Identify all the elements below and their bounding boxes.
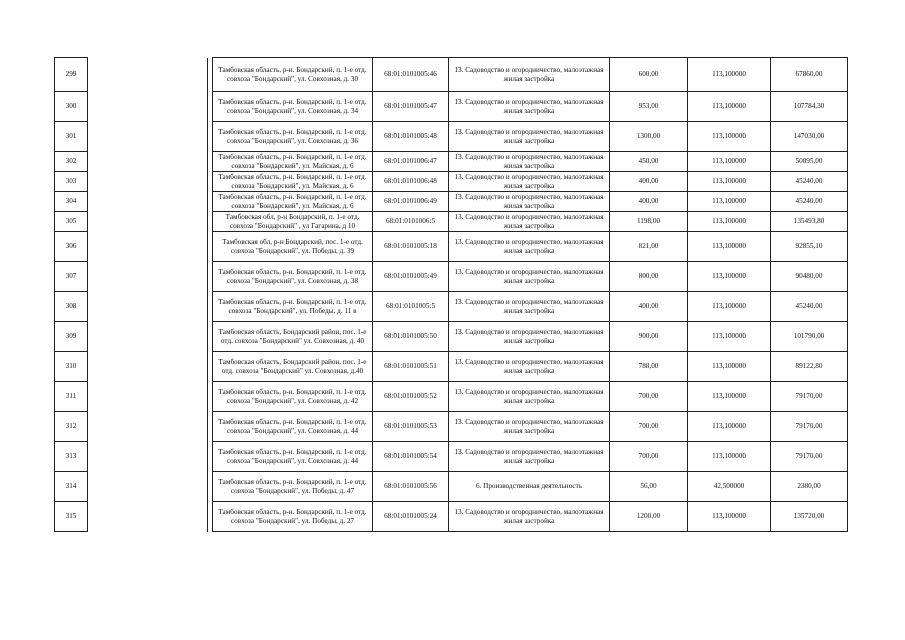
address-cell: Тамбовская обл, р-н Бондарский, п. 1-е отд. совхоза "Бондарский" , ул Гагарина, д 10 <box>213 212 373 232</box>
table-row <box>55 152 848 172</box>
cadastral-number-cell: 68:01:0101005:50 <box>373 322 449 352</box>
cadastral-number-cell: 68:01:0101006:47 <box>373 152 449 172</box>
address-cell: Тамбовская область, р-н. Бондарский, п. 1-е отд. совхоза "Бондарский", ул. Совхозная, д. 36 <box>213 122 373 152</box>
land-use-cell: 13. Садоводство и огородничество, малоэтажная жилая застройка <box>449 292 610 322</box>
blank-cell <box>88 442 208 472</box>
land-use-cell: 13. Садоводство и огородничество, малоэтажная жилая застройка <box>449 192 610 212</box>
table-row <box>55 382 848 412</box>
address-cell: Тамбовская область, р-н. Бондарский, п. 1-е отд. совхоза "Бондарский", ул. Совхозная, д. 34 <box>213 92 373 122</box>
table-row <box>55 92 848 122</box>
area-cell: 953,00 <box>610 92 688 122</box>
rate-cell: 42,500000 <box>688 472 771 502</box>
table-row <box>55 412 848 442</box>
cadastral-number-cell: 68:01:0101006:5 <box>373 212 449 232</box>
land-use-cell: 13. Садоводство и огородничество, малоэтажная жилая застройка <box>449 152 610 172</box>
address-cell: Тамбовская область, р-н. Бондарский, п. 1-е отд. совхоза "Бондарский", ул. Майская, д. 6 <box>213 192 373 212</box>
table-row <box>55 502 848 532</box>
cadastral-number-cell: 68:01:0101005:18 <box>373 232 449 262</box>
land-use-cell: 13. Садоводство и огородничество, малоэтажная жилая застройка <box>449 122 610 152</box>
table-row <box>55 262 848 292</box>
area-cell: 600,00 <box>610 58 688 92</box>
table-row <box>55 292 848 322</box>
blank-cell <box>88 262 208 292</box>
area-cell: 400,00 <box>610 172 688 192</box>
row-number: 304 <box>55 192 88 212</box>
rate-cell: 113,100000 <box>688 352 771 382</box>
cadastral-value-cell: 135720,00 <box>771 502 848 532</box>
address-cell: Тамбовская область, р-н. Бондарский, п. 1-е отд. совхоза "Бондарский", ул. Победы, д. 27 <box>213 502 373 532</box>
table-row <box>55 232 848 262</box>
area-cell: 1300,00 <box>610 122 688 152</box>
land-use-cell: 13. Садоводство и огородничество, малоэтажная жилая застройка <box>449 58 610 92</box>
rate-cell: 113,100000 <box>688 152 771 172</box>
cadastral-value-cell: 101790,00 <box>771 322 848 352</box>
row-number: 305 <box>55 212 88 232</box>
blank-cell <box>88 322 208 352</box>
address-cell: Тамбовская область, р-н. Бондарский, п. 1-е отд. совхоза "Бондарский", ул. Совхозная, д. 44 <box>213 412 373 442</box>
row-number: 314 <box>55 472 88 502</box>
blank-cell <box>88 212 208 232</box>
rate-cell: 113,100000 <box>688 172 771 192</box>
rate-cell: 113,100000 <box>688 442 771 472</box>
area-cell: 821,00 <box>610 232 688 262</box>
row-number: 300 <box>55 92 88 122</box>
rate-cell: 113,100000 <box>688 292 771 322</box>
cadastral-value-cell: 79170,00 <box>771 442 848 472</box>
land-use-cell: 6. Производственная деятельность <box>449 472 610 502</box>
area-cell: 800,00 <box>610 262 688 292</box>
rate-cell: 113,100000 <box>688 192 771 212</box>
land-plot-register-table <box>54 57 848 532</box>
cadastral-number-cell: 68:01:0101005:53 <box>373 412 449 442</box>
row-number: 301 <box>55 122 88 152</box>
address-cell: Тамбовская область, Бондарский район, пос. 1-е отд. совхоза "Бондарский" ул. Совхозная, д. 40 <box>213 322 373 352</box>
rate-cell: 113,100000 <box>688 212 771 232</box>
address-cell: Тамбовская область, р-н. Бондарский, п. 1-е отд. совхоза "Бондарский", ул. Совхозная, д. 42 <box>213 382 373 412</box>
table-row <box>55 352 848 382</box>
blank-cell <box>88 122 208 152</box>
blank-cell <box>88 232 208 262</box>
address-cell: Тамбовская область, р-н. Бондарский, п. 1-е отд. совхоза "Бондарский", ул. Совхозная, д. 38 <box>213 262 373 292</box>
rate-cell: 113,100000 <box>688 232 771 262</box>
blank-cell <box>88 58 208 92</box>
cadastral-value-cell: 89122,80 <box>771 352 848 382</box>
cadastral-number-cell: 68:01:0101005:24 <box>373 502 449 532</box>
blank-cell <box>88 382 208 412</box>
address-cell: Тамбовская область, р-н. Бондарский, п. 1-е отд. совхоза "Бондарский", ул. Майская, д. 6 <box>213 172 373 192</box>
land-use-cell: 13. Садоводство и огородничество, малоэтажная жилая застройка <box>449 232 610 262</box>
address-cell: Тамбовская область, р-н. Бондарский, п. 1-е отд. совхоза "Бондарский", ул. Победы, д. 47 <box>213 472 373 502</box>
land-use-cell: 13. Садоводство и огородничество, малоэтажная жилая застройка <box>449 262 610 292</box>
cadastral-number-cell: 68:01:0101005:5 <box>373 292 449 322</box>
cadastral-number-cell: 68:01:0101005:52 <box>373 382 449 412</box>
cadastral-number-cell: 68:01:0101005:54 <box>373 442 449 472</box>
land-use-cell: 13. Садоводство и огородничество, малоэтажная жилая застройка <box>449 412 610 442</box>
cadastral-value-cell: 50895,00 <box>771 152 848 172</box>
row-number: 307 <box>55 262 88 292</box>
table-row <box>55 212 848 232</box>
cadastral-number-cell: 68:01:0101006:48 <box>373 172 449 192</box>
table-row <box>55 442 848 472</box>
row-number: 315 <box>55 502 88 532</box>
rate-cell: 113,100000 <box>688 502 771 532</box>
table-row <box>55 192 848 212</box>
cadastral-number-cell: 68:01:0101005:49 <box>373 262 449 292</box>
area-cell: 788,00 <box>610 352 688 382</box>
cadastral-value-cell: 147030,00 <box>771 122 848 152</box>
cadastral-value-cell: 107784,30 <box>771 92 848 122</box>
cadastral-number-cell: 68:01:0101005:51 <box>373 352 449 382</box>
area-cell: 1198,00 <box>610 212 688 232</box>
rate-cell: 113,100000 <box>688 412 771 442</box>
rate-cell: 113,100000 <box>688 322 771 352</box>
area-cell: 700,00 <box>610 412 688 442</box>
cadastral-number-cell: 68:01:0101005:48 <box>373 122 449 152</box>
row-number: 306 <box>55 232 88 262</box>
area-cell: 400,00 <box>610 292 688 322</box>
land-use-cell: 13. Садоводство и огородничество, малоэтажная жилая застройка <box>449 352 610 382</box>
row-number: 311 <box>55 382 88 412</box>
row-number: 312 <box>55 412 88 442</box>
blank-cell <box>88 92 208 122</box>
table-row <box>55 122 848 152</box>
row-number: 309 <box>55 322 88 352</box>
cadastral-number-cell: 68:01:0101005:56 <box>373 472 449 502</box>
area-cell: 56,00 <box>610 472 688 502</box>
area-cell: 1200,00 <box>610 502 688 532</box>
land-use-cell: 13. Садоводство и огородничество, малоэтажная жилая застройка <box>449 92 610 122</box>
land-use-cell: 13. Садоводство и огородничество, малоэтажная жилая застройка <box>449 502 610 532</box>
blank-cell <box>88 472 208 502</box>
address-cell: Тамбовская обл, р-н Бондарский, пос. 1-е отд. совхоза "Бондарский", ул. Победы, д. 39 <box>213 232 373 262</box>
table-row <box>55 58 848 92</box>
cadastral-value-cell: 2380,00 <box>771 472 848 502</box>
land-use-cell: 13. Садоводство и огородничество, малоэтажная жилая застройка <box>449 442 610 472</box>
address-cell: Тамбовская область, р-н. Бондарский, п. 1-е отд. совхоза "Бондарский", ул. Совхозная, д. 44 <box>213 442 373 472</box>
cadastral-value-cell: 90480,00 <box>771 262 848 292</box>
address-cell: Тамбовская область, р-н. Бондарский, п. 1-е отд. совхоза "Бондарский", ул. Победы, д. 11 в <box>213 292 373 322</box>
cadastral-value-cell: 45240,00 <box>771 192 848 212</box>
rate-cell: 113,100000 <box>688 92 771 122</box>
land-use-cell: 13. Садоводство и огородничество, малоэтажная жилая застройка <box>449 382 610 412</box>
cadastral-number-cell: 68:01:0101006:49 <box>373 192 449 212</box>
cadastral-number-cell: 68:01:0101005:47 <box>373 92 449 122</box>
blank-cell <box>88 172 208 192</box>
cadastral-value-cell: 92855,10 <box>771 232 848 262</box>
rate-cell: 113,100000 <box>688 58 771 92</box>
cadastral-value-cell: 45240,00 <box>771 292 848 322</box>
table-body <box>55 58 848 532</box>
blank-cell <box>88 502 208 532</box>
blank-cell <box>88 192 208 212</box>
row-number: 308 <box>55 292 88 322</box>
table-row <box>55 472 848 502</box>
blank-cell <box>88 292 208 322</box>
land-use-cell: 13. Садоводство и огородничество, малоэтажная жилая застройка <box>449 212 610 232</box>
cadastral-number-cell: 68:01:0101005:46 <box>373 58 449 92</box>
area-cell: 450,00 <box>610 152 688 172</box>
cadastral-value-cell: 79170,00 <box>771 412 848 442</box>
cadastral-value-cell: 79170,00 <box>771 382 848 412</box>
rate-cell: 113,100000 <box>688 262 771 292</box>
row-number: 299 <box>55 58 88 92</box>
area-cell: 900,00 <box>610 322 688 352</box>
blank-cell <box>88 412 208 442</box>
row-number: 310 <box>55 352 88 382</box>
land-use-cell: 13. Садоводство и огородничество, малоэтажная жилая застройка <box>449 172 610 192</box>
address-cell: Тамбовская область, Бондарский район, пос. 1-е отд. совхоза "Бондарский" ул. Совхозная, д.40 <box>213 352 373 382</box>
address-cell: Тамбовская область, р-н. Бондарский, п. 1-е отд. совхоза "Бондарский", ул. Майская, д. 6 <box>213 152 373 172</box>
blank-cell <box>88 152 208 172</box>
area-cell: 400,00 <box>610 192 688 212</box>
row-number: 302 <box>55 152 88 172</box>
blank-cell <box>88 352 208 382</box>
land-use-cell: 13. Садоводство и огородничество, малоэтажная жилая застройка <box>449 322 610 352</box>
cadastral-value-cell: 67860,00 <box>771 58 848 92</box>
row-number: 303 <box>55 172 88 192</box>
cadastral-value-cell: 45240,00 <box>771 172 848 192</box>
rate-cell: 113,100000 <box>688 122 771 152</box>
row-number: 313 <box>55 442 88 472</box>
address-cell: Тамбовская область, р-н. Бондарский, п. 1-е отд. совхоза "Бондарский", ул. Совхозная, д. 30 <box>213 58 373 92</box>
rate-cell: 113,100000 <box>688 382 771 412</box>
cadastral-value-cell: 135493,80 <box>771 212 848 232</box>
area-cell: 700,00 <box>610 382 688 412</box>
table-row <box>55 172 848 192</box>
table-row <box>55 322 848 352</box>
area-cell: 700,00 <box>610 442 688 472</box>
